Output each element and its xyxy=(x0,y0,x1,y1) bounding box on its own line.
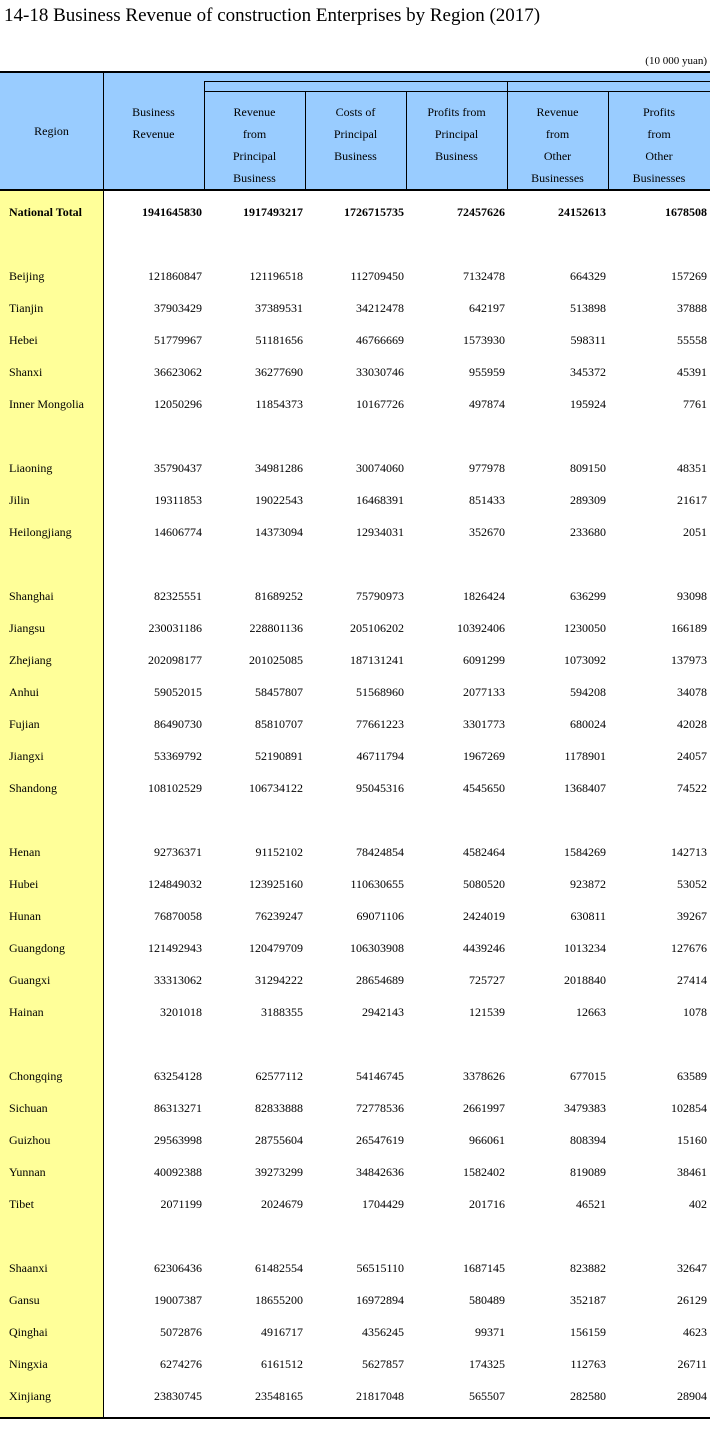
value-cell: 1967269 xyxy=(463,749,505,763)
value-cell: 402 xyxy=(689,1197,707,1211)
region-name: Henan xyxy=(9,845,41,859)
region-name: Inner Mongolia xyxy=(9,397,84,411)
value-cell: 187131241 xyxy=(350,653,404,667)
table-row xyxy=(0,964,710,996)
region-name: Jilin xyxy=(9,493,30,507)
value-cell: 40092388 xyxy=(154,1165,202,1179)
value-cell: 45391 xyxy=(677,365,707,379)
value-cell: 202098177 xyxy=(148,653,202,667)
region-name: Jiangsu xyxy=(9,621,45,635)
value-cell: 1726715735 xyxy=(344,205,404,219)
value-cell: 1573930 xyxy=(463,333,505,347)
value-cell: 55558 xyxy=(677,333,707,347)
header-revenue-other: Revenue from Other Businesses xyxy=(531,105,584,185)
value-cell: 46521 xyxy=(576,1197,606,1211)
revenue-table xyxy=(0,71,710,1419)
region-name: Anhui xyxy=(9,685,39,699)
value-cell: 1704429 xyxy=(362,1197,404,1211)
value-cell: 21817048 xyxy=(356,1389,404,1403)
value-cell: 86313271 xyxy=(154,1101,202,1115)
value-cell: 12663 xyxy=(576,1005,606,1019)
table-row xyxy=(0,644,710,676)
table-row xyxy=(0,452,710,484)
table-row xyxy=(0,996,710,1028)
region-name: Jiangxi xyxy=(9,749,44,763)
value-cell: 12934031 xyxy=(356,525,404,539)
value-cell: 124849032 xyxy=(148,877,202,891)
value-cell: 642197 xyxy=(469,301,505,315)
region-name: Beijing xyxy=(9,269,45,283)
value-cell: 1917493217 xyxy=(243,205,303,219)
value-cell: 19311853 xyxy=(154,493,202,507)
region-name: Shaanxi xyxy=(9,1261,48,1275)
value-cell: 23548165 xyxy=(255,1389,303,1403)
value-cell: 808394 xyxy=(570,1133,606,1147)
region-name: Sichuan xyxy=(9,1101,48,1115)
value-cell: 127676 xyxy=(671,941,707,955)
table-row xyxy=(0,836,710,868)
col-divider-5 xyxy=(608,91,609,190)
value-cell: 598311 xyxy=(570,333,606,347)
value-cell: 10392406 xyxy=(457,621,505,635)
value-cell: 78424854 xyxy=(356,845,404,859)
value-cell: 72778536 xyxy=(356,1101,404,1115)
table-row xyxy=(0,708,710,740)
region-name: Gansu xyxy=(9,1293,40,1307)
value-cell: 7761 xyxy=(683,397,707,411)
value-cell: 282580 xyxy=(570,1389,606,1403)
value-cell: 123925160 xyxy=(249,877,303,891)
value-cell: 3479383 xyxy=(564,1101,606,1115)
table-row xyxy=(0,1316,710,1348)
value-cell: 1678508 xyxy=(665,205,707,219)
value-cell: 565507 xyxy=(469,1389,505,1403)
value-cell: 63589 xyxy=(677,1069,707,1083)
value-cell: 53052 xyxy=(677,877,707,891)
region-name: Ningxia xyxy=(9,1357,48,1371)
value-cell: 54146745 xyxy=(356,1069,404,1083)
value-cell: 51779967 xyxy=(154,333,202,347)
value-cell: 2071199 xyxy=(160,1197,202,1211)
region-name: Shanxi xyxy=(9,365,43,379)
value-cell: 1230050 xyxy=(564,621,606,635)
value-cell: 2661997 xyxy=(463,1101,505,1115)
value-cell: 725727 xyxy=(469,973,505,987)
value-cell: 174325 xyxy=(469,1357,505,1371)
value-cell: 4582464 xyxy=(463,845,505,859)
value-cell: 77661223 xyxy=(356,717,404,731)
table-row xyxy=(0,1092,710,1124)
value-cell: 1582402 xyxy=(463,1165,505,1179)
value-cell: 15160 xyxy=(677,1133,707,1147)
value-cell: 99371 xyxy=(475,1325,505,1339)
value-cell: 91152102 xyxy=(255,845,303,859)
value-cell: 1013234 xyxy=(564,941,606,955)
value-cell: 3301773 xyxy=(463,717,505,731)
value-cell: 28654689 xyxy=(356,973,404,987)
value-cell: 14373094 xyxy=(255,525,303,539)
table-bottom-rule xyxy=(0,1417,710,1419)
region-name: Zhejiang xyxy=(9,653,52,667)
region-name: Hebei xyxy=(9,333,38,347)
value-cell: 201716 xyxy=(469,1197,505,1211)
value-cell: 4623 xyxy=(683,1325,707,1339)
region-name: Shandong xyxy=(9,781,57,795)
value-cell: 34212478 xyxy=(356,301,404,315)
value-cell: 46711794 xyxy=(356,749,404,763)
value-cell: 62306436 xyxy=(154,1261,202,1275)
value-cell: 28755604 xyxy=(255,1133,303,1147)
value-cell: 121860847 xyxy=(148,269,202,283)
region-name: Xinjiang xyxy=(9,1389,51,1403)
value-cell: 53369792 xyxy=(154,749,202,763)
value-cell: 513898 xyxy=(570,301,606,315)
value-cell: 82833888 xyxy=(255,1101,303,1115)
value-cell: 923872 xyxy=(570,877,606,891)
value-cell: 6091299 xyxy=(463,653,505,667)
value-cell: 33313062 xyxy=(154,973,202,987)
table-row xyxy=(0,932,710,964)
header-business-revenue: Business Revenue xyxy=(132,105,175,141)
header-sub-rule xyxy=(204,81,710,82)
value-cell: 19007387 xyxy=(154,1293,202,1307)
value-cell: 352187 xyxy=(570,1293,606,1307)
value-cell: 1826424 xyxy=(463,589,505,603)
value-cell: 2018840 xyxy=(564,973,606,987)
header-profits-principal: Profits from Principal Business xyxy=(427,105,486,163)
value-cell: 4916717 xyxy=(261,1325,303,1339)
value-cell: 5072876 xyxy=(160,1325,202,1339)
header-revenue-principal: Revenue from Principal Business xyxy=(232,105,277,185)
value-cell: 6274276 xyxy=(160,1357,202,1371)
value-cell: 33030746 xyxy=(356,365,404,379)
value-cell: 85810707 xyxy=(255,717,303,731)
value-cell: 3188355 xyxy=(261,1005,303,1019)
value-cell: 23830745 xyxy=(154,1389,202,1403)
value-cell: 35790437 xyxy=(154,461,202,475)
value-cell: 46766669 xyxy=(356,333,404,347)
value-cell: 34078 xyxy=(677,685,707,699)
value-cell: 75790973 xyxy=(356,589,404,603)
value-cell: 81689252 xyxy=(255,589,303,603)
value-cell: 195924 xyxy=(570,397,606,411)
col-divider-2 xyxy=(305,91,306,190)
header-region: Region xyxy=(34,124,69,138)
value-cell: 112763 xyxy=(570,1357,606,1371)
table-row xyxy=(0,1188,710,1220)
table-row xyxy=(0,740,710,772)
value-cell: 18655200 xyxy=(255,1293,303,1307)
value-cell: 27414 xyxy=(677,973,707,987)
region-name: National Total xyxy=(9,205,83,219)
value-cell: 233680 xyxy=(570,525,606,539)
value-cell: 580489 xyxy=(469,1293,505,1307)
table-row xyxy=(0,1060,710,1092)
value-cell: 95045316 xyxy=(356,781,404,795)
col-divider-4 xyxy=(507,81,508,190)
value-cell: 156159 xyxy=(570,1325,606,1339)
table-row xyxy=(0,1252,710,1284)
table-row xyxy=(0,868,710,900)
value-cell: 664329 xyxy=(570,269,606,283)
value-cell: 52190891 xyxy=(255,749,303,763)
value-cell: 2051 xyxy=(683,525,707,539)
value-cell: 11854373 xyxy=(255,397,303,411)
value-cell: 2077133 xyxy=(463,685,505,699)
region-name: Guizhou xyxy=(9,1133,51,1147)
value-cell: 32647 xyxy=(677,1261,707,1275)
value-cell: 6161512 xyxy=(261,1357,303,1371)
value-cell: 24152613 xyxy=(558,205,606,219)
value-cell: 69071106 xyxy=(356,909,404,923)
table-row xyxy=(0,484,710,516)
value-cell: 1073092 xyxy=(564,653,606,667)
value-cell: 345372 xyxy=(570,365,606,379)
value-cell: 63254128 xyxy=(154,1069,202,1083)
value-cell: 5080520 xyxy=(463,877,505,891)
value-cell: 955959 xyxy=(469,365,505,379)
value-cell: 34981286 xyxy=(255,461,303,475)
value-cell: 51568960 xyxy=(356,685,404,699)
value-cell: 157269 xyxy=(671,269,707,283)
value-cell: 76870058 xyxy=(154,909,202,923)
value-cell: 56515110 xyxy=(356,1261,404,1275)
value-cell: 106734122 xyxy=(249,781,303,795)
value-cell: 74522 xyxy=(677,781,707,795)
value-cell: 137973 xyxy=(671,653,707,667)
value-cell: 7132478 xyxy=(463,269,505,283)
value-cell: 16972894 xyxy=(356,1293,404,1307)
value-cell: 106303908 xyxy=(350,941,404,955)
value-cell: 34842636 xyxy=(356,1165,404,1179)
value-cell: 3201018 xyxy=(160,1005,202,1019)
table-row xyxy=(0,388,710,420)
value-cell: 42028 xyxy=(677,717,707,731)
value-cell: 28904 xyxy=(677,1389,707,1403)
value-cell: 1178901 xyxy=(564,749,606,763)
value-cell: 352670 xyxy=(469,525,505,539)
table-row xyxy=(0,292,710,324)
value-cell: 5627857 xyxy=(362,1357,404,1371)
table-row xyxy=(0,772,710,804)
value-cell: 86490730 xyxy=(154,717,202,731)
value-cell: 21617 xyxy=(677,493,707,507)
value-cell: 76239247 xyxy=(255,909,303,923)
value-cell: 108102529 xyxy=(148,781,202,795)
value-cell: 82325551 xyxy=(154,589,202,603)
value-cell: 112709450 xyxy=(350,269,404,283)
value-cell: 30074060 xyxy=(356,461,404,475)
region-name: Tianjin xyxy=(9,301,44,315)
table-row xyxy=(0,1284,710,1316)
value-cell: 594208 xyxy=(570,685,606,699)
value-cell: 680024 xyxy=(570,717,606,731)
value-cell: 26711 xyxy=(677,1357,707,1371)
value-cell: 4356245 xyxy=(362,1325,404,1339)
value-cell: 3378626 xyxy=(463,1069,505,1083)
value-cell: 4439246 xyxy=(463,941,505,955)
value-cell: 92736371 xyxy=(154,845,202,859)
table-row xyxy=(0,356,710,388)
table-row xyxy=(0,1348,710,1380)
value-cell: 24057 xyxy=(677,749,707,763)
value-cell: 1687145 xyxy=(463,1261,505,1275)
value-cell: 120479709 xyxy=(249,941,303,955)
value-cell: 2942143 xyxy=(362,1005,404,1019)
value-cell: 630811 xyxy=(570,909,606,923)
region-name: Qinghai xyxy=(9,1325,48,1339)
value-cell: 121196518 xyxy=(249,269,303,283)
value-cell: 823882 xyxy=(570,1261,606,1275)
value-cell: 10167726 xyxy=(356,397,404,411)
value-cell: 37903429 xyxy=(154,301,202,315)
value-cell: 110630655 xyxy=(350,877,404,891)
region-name: Guangxi xyxy=(9,973,51,987)
header-costs-principal: Costs of Principal Business xyxy=(333,105,378,163)
value-cell: 677015 xyxy=(570,1069,606,1083)
value-cell: 121539 xyxy=(469,1005,505,1019)
col-divider-3 xyxy=(406,91,407,190)
value-cell: 201025085 xyxy=(249,653,303,667)
value-cell: 142713 xyxy=(671,845,707,859)
region-name: Hunan xyxy=(9,909,41,923)
region-name: Heilongjiang xyxy=(9,525,72,539)
value-cell: 497874 xyxy=(469,397,505,411)
region-name: Shanghai xyxy=(9,589,54,603)
value-cell: 12050296 xyxy=(154,397,202,411)
value-cell: 2024679 xyxy=(261,1197,303,1211)
value-cell: 59052015 xyxy=(154,685,202,699)
header-sub-rule-2 xyxy=(204,91,710,92)
value-cell: 93098 xyxy=(677,589,707,603)
value-cell: 1078 xyxy=(683,1005,707,1019)
value-cell: 289309 xyxy=(570,493,606,507)
value-cell: 977978 xyxy=(469,461,505,475)
value-cell: 72457626 xyxy=(457,205,505,219)
table-row xyxy=(0,612,710,644)
region-name: Guangdong xyxy=(9,941,65,955)
value-cell: 1941645830 xyxy=(142,205,202,219)
value-cell: 62577112 xyxy=(255,1069,303,1083)
region-name: Tibet xyxy=(9,1197,34,1211)
value-cell: 51181656 xyxy=(255,333,303,347)
header-profits-other: Profits from Other Businesses xyxy=(632,105,686,185)
value-cell: 102854 xyxy=(671,1101,707,1115)
value-cell: 230031186 xyxy=(148,621,202,635)
table-row xyxy=(0,1124,710,1156)
value-cell: 14606774 xyxy=(154,525,202,539)
total-row xyxy=(0,196,710,228)
value-cell: 26547619 xyxy=(356,1133,404,1147)
value-cell: 819089 xyxy=(570,1165,606,1179)
value-cell: 31294222 xyxy=(255,973,303,987)
value-cell: 166189 xyxy=(671,621,707,635)
region-name: Fujian xyxy=(9,717,40,731)
region-name: Hainan xyxy=(9,1005,44,1019)
region-name: Hubei xyxy=(9,877,39,891)
value-cell: 851433 xyxy=(469,493,505,507)
table-row xyxy=(0,1380,710,1412)
value-cell: 26129 xyxy=(677,1293,707,1307)
value-cell: 19022543 xyxy=(255,493,303,507)
value-cell: 48351 xyxy=(677,461,707,475)
value-cell: 809150 xyxy=(570,461,606,475)
unit-label: (10 000 yuan) xyxy=(645,55,707,67)
value-cell: 636299 xyxy=(570,589,606,603)
table-row xyxy=(0,580,710,612)
value-cell: 205106202 xyxy=(350,621,404,635)
value-cell: 16468391 xyxy=(356,493,404,507)
value-cell: 36277690 xyxy=(255,365,303,379)
value-cell: 228801136 xyxy=(249,621,303,635)
region-name: Liaoning xyxy=(9,461,53,475)
value-cell: 1584269 xyxy=(564,845,606,859)
value-cell: 39267 xyxy=(677,909,707,923)
value-cell: 38461 xyxy=(677,1165,707,1179)
value-cell: 37888 xyxy=(677,301,707,315)
header-bottom-rule xyxy=(0,189,710,191)
col-divider-1 xyxy=(204,81,205,190)
table-row xyxy=(0,324,710,356)
table-row xyxy=(0,1156,710,1188)
value-cell: 58457807 xyxy=(255,685,303,699)
region-name: Yunnan xyxy=(9,1165,46,1179)
value-cell: 966061 xyxy=(469,1133,505,1147)
value-cell: 4545650 xyxy=(463,781,505,795)
value-cell: 2424019 xyxy=(463,909,505,923)
table-row xyxy=(0,260,710,292)
table-top-rule xyxy=(0,71,710,73)
value-cell: 39273299 xyxy=(255,1165,303,1179)
table-row xyxy=(0,516,710,548)
table-row xyxy=(0,900,710,932)
region-name: Chongqing xyxy=(9,1069,63,1083)
value-cell: 36623062 xyxy=(154,365,202,379)
value-cell: 29563998 xyxy=(154,1133,202,1147)
value-cell: 37389531 xyxy=(255,301,303,315)
value-cell: 61482554 xyxy=(255,1261,303,1275)
value-cell: 121492943 xyxy=(148,941,202,955)
table-row xyxy=(0,676,710,708)
value-cell: 1368407 xyxy=(564,781,606,795)
page-title: 14-18 Business Revenue of construction Enterprises by Region (2017) xyxy=(4,5,541,26)
